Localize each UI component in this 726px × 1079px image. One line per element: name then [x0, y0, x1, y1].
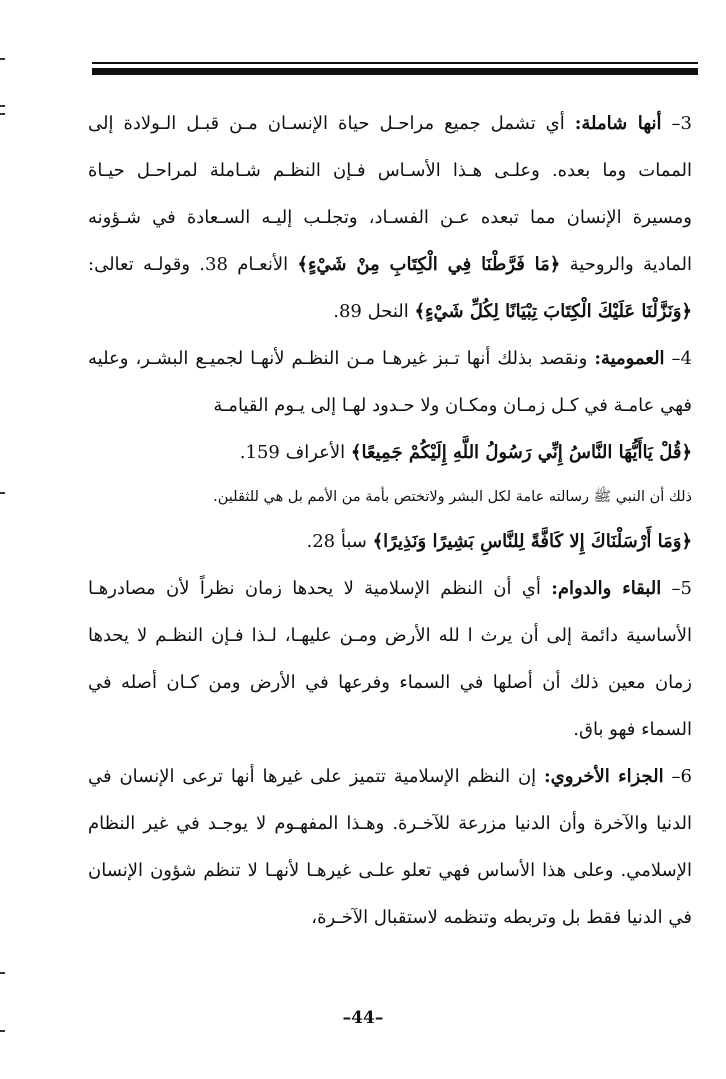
- item-number: 3–: [671, 113, 692, 134]
- edge-mark: [0, 972, 5, 974]
- item-heading: الجزاء الأخروي:: [544, 766, 664, 787]
- edge-mark: [0, 58, 5, 60]
- header-rule-thin: [92, 62, 698, 64]
- quran-verse: ﴿مَا فَرَّطْنَا فِي الْكِتَابِ مِنْ شَيْءٍ﴾: [297, 254, 561, 275]
- item-number: 6–: [671, 766, 692, 787]
- item-heading: العمومية:: [594, 348, 665, 369]
- paragraph-text: إن النظم الإسلامية تتميز على غيرها أنها ترعى الإنسان في الدنيا والآخرة وأن الدنيا مزرعة للآخـرة. وهـذا المفهـوم لا يوجـد في غير النظام الإسلامي. وعلى هذا الأساس فهي تعلو علـى غيرهـا لأنهـا لا تنظم شؤون الإنسان في الدنيا فقط بل وتربطه وتنظمه لاستقبال الآخـرة،: [88, 766, 692, 928]
- page-number: –44–: [342, 1008, 384, 1028]
- verse-reference: النحل 89.: [333, 301, 415, 322]
- paragraph-comprehensiveness: [88, 100, 692, 335]
- paragraph-text: أي تشمل جميع مراحـل حياة الإنسـان مـن قبـل الـولادة إلى الممات وما بعده. وعلـى هـذا الأسـاس فـإن النظـم شـاملة لمراحـل حيـاة ومسيرة الإنسان مما تبعده عـن الفسـاد، وتجلـب إليـه السـعادة في شـؤونه المادية والروحية: [88, 113, 692, 275]
- paragraph-universality: [88, 335, 692, 429]
- edge-mark: [0, 492, 5, 494]
- paragraph-text: أي أن النظم الإسلامية لا يحدها زمان نظراً لأن مصادرهـا الأساسية دائمة إلى أن يرث ا لله الأرض ومـن عليهـا، لـذا فـإن النظـم لا يحدها زمان معين ذلك أن أصلها في السماء وفرعها في الأرض ومن كـان أصله في السماء فهو باق.: [88, 578, 692, 740]
- paragraph-afterlife: [88, 753, 692, 941]
- quran-verse-line: [88, 429, 692, 476]
- page-body: [88, 100, 692, 941]
- quran-verse-line: [88, 518, 692, 565]
- item-number: 4–: [671, 348, 692, 369]
- header-rule-thick: [92, 68, 698, 75]
- item-heading: أنها شاملة:: [574, 113, 662, 134]
- paragraph-text: الأنعـام 38. وقولـه تعالى:: [88, 254, 298, 275]
- edge-mark: [0, 1030, 5, 1032]
- quran-verse: ﴿قُلْ يَاأَيُّهَا النَّاسُ إِنِّي رَسُولُ اللَّهِ إِلَيْكُمْ جَمِيعًا﴾: [350, 442, 692, 463]
- explanatory-note: ذلك أن النبي ﷺ رسالته عامة لكل البشر ولاتختص بأمة من الأمم بل هي للثقلين.: [213, 489, 692, 505]
- verse-reference: سبأ 28.: [306, 531, 373, 552]
- edge-mark: [0, 105, 5, 107]
- quran-verse: ﴿وَمَا أَرْسَلْنَاكَ إِلا كَافَّةً لِلنَّاسِ بَشِيرًا وَنَذِيرًا﴾: [372, 531, 692, 552]
- edge-mark: [0, 113, 5, 115]
- item-heading: البقاء والدوام:: [551, 578, 662, 599]
- paragraph-text: ونقصد بذلك أنها تـبز غيرهـا مـن النظـم لأنهـا لجميـع البشـر، وعليه فهي عامـة في كـل زمـان ومكـان ولا حـدود لهـا إلى يـوم القيامـة: [88, 348, 692, 416]
- paragraph-permanence: [88, 565, 692, 753]
- verse-reference: الأعراف 159.: [239, 442, 351, 463]
- item-number: 5–: [671, 578, 692, 599]
- quran-verse: ﴿وَنَزَّلْنَا عَلَيْكَ الْكِتَابَ تِبْيَانًا لِكُلِّ شَيْءٍ﴾: [414, 301, 692, 322]
